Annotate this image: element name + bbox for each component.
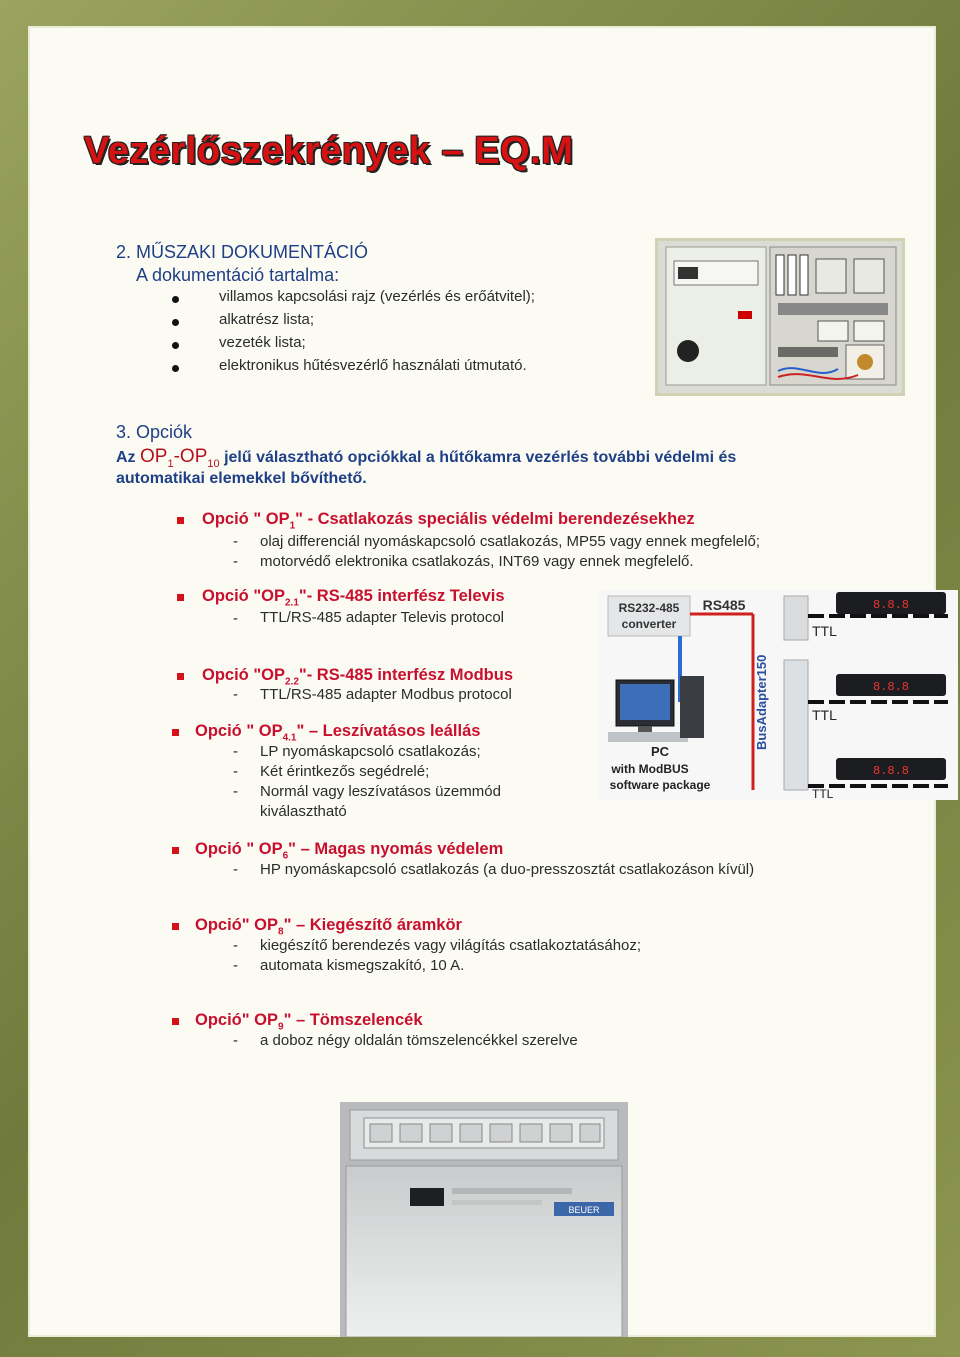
op-sub: 10 xyxy=(207,457,220,470)
option-op8-title xyxy=(195,916,462,937)
option-pre: Opció " OP xyxy=(195,722,283,740)
option-line: Két érintkezős segédrelé; xyxy=(260,763,430,780)
option-line: TTL/RS-485 adapter Televis protocol xyxy=(260,609,505,626)
op-sep: -OP xyxy=(173,446,208,467)
option-line: automata kismegszakító, 10 A. xyxy=(260,957,465,974)
option-pre: Opció "OP xyxy=(202,666,285,684)
option-sub: 2.2 xyxy=(285,676,299,688)
option-post: "- RS-485 interfész Modbus xyxy=(298,666,514,684)
option-line: TTL/RS-485 adapter Modbus protocol xyxy=(260,686,512,703)
option-sub: 2.1 xyxy=(285,597,299,609)
adapter-label: BusAdapter150 xyxy=(754,654,769,750)
option-post: " - Csatlakozás speciális védelmi berendezésekhez xyxy=(295,510,695,528)
converter-label-1: RS232-485 xyxy=(618,601,680,615)
dash: - xyxy=(233,861,238,878)
rs485-label: RS485 xyxy=(702,597,746,613)
square-bullet-icon xyxy=(172,1018,179,1025)
square-bullet-icon xyxy=(172,729,179,736)
option-line: motorvédő elektronika csatlakozás, INT69 vagy ennek megfelelő. xyxy=(260,553,694,570)
option-op9-title xyxy=(195,1011,423,1032)
display-text: 8.8.8 xyxy=(872,598,910,612)
cabinet-front-photo-svg xyxy=(340,1102,628,1337)
dash: - xyxy=(233,1032,238,1049)
option-post: " – Leszívatásos leállás xyxy=(296,722,481,740)
option-sub: 8 xyxy=(278,926,284,938)
option-pre: Opció" OP xyxy=(195,1011,278,1029)
option-post: "- RS-485 interfész Televis xyxy=(298,587,505,605)
option-pre: Opció " OP xyxy=(195,840,283,858)
dash: - xyxy=(233,743,238,760)
square-bullet-icon xyxy=(177,594,184,601)
doc-list-item: vezeték lista; xyxy=(219,334,306,351)
section-2-subheading: A dokumentáció tartalma: xyxy=(136,265,340,285)
dash: - xyxy=(233,957,238,974)
option-op1-title xyxy=(202,510,695,531)
pc-label-1: PC xyxy=(650,744,670,759)
option-op2-2-title xyxy=(202,666,513,687)
option-pre: Opció" OP xyxy=(195,916,278,934)
option-line: kiegészítő berendezés vagy világítás csatlakoztatásához; xyxy=(260,937,642,954)
section-3-intro-line-1 xyxy=(116,446,736,470)
intro-rest: jelű választható opciókkal a hűtőkamra vezérlés további védelmi és xyxy=(224,449,737,466)
dash: - xyxy=(233,610,238,627)
square-bullet-icon xyxy=(177,673,184,680)
rs485-diagram-svg xyxy=(598,590,958,800)
option-pre: Opció "OP xyxy=(202,587,285,605)
op-sub: 1 xyxy=(167,457,174,470)
option-line: Normál vagy leszívatásos üzemmód xyxy=(260,783,501,800)
ttl-label: TTL xyxy=(812,787,834,800)
section-3-heading: 3. Opciók xyxy=(116,422,193,442)
pc-label-2: with ModBUS xyxy=(611,762,689,776)
display-text: 8.8.8 xyxy=(872,680,910,694)
dash: - xyxy=(233,763,238,780)
option-line: LP nyomáskapcsoló csatlakozás; xyxy=(260,743,481,760)
doc-list-item: elektronikus hűtésvezérlő használati útmutató. xyxy=(219,357,527,374)
dash: - xyxy=(233,553,238,570)
option-post: " – Magas nyomás védelem xyxy=(288,840,504,858)
option-line: a doboz négy oldalán tömszelencékkel szerelve xyxy=(260,1032,578,1049)
dash: - xyxy=(233,686,238,703)
cabinet-photo xyxy=(655,238,905,396)
option-sub: 6 xyxy=(282,850,289,862)
square-bullet-icon xyxy=(172,847,179,854)
section-3-intro-line-2: automatikai elemekkel bővíthető. xyxy=(116,470,367,487)
option-post: " – Kiegészítő áramkör xyxy=(283,916,462,934)
section-2-heading: 2. MŰSZAKI DOKUMENTÁCIÓ xyxy=(116,242,369,262)
dash: - xyxy=(233,533,238,550)
pc-label-3: software package xyxy=(609,778,711,792)
doc-list-item: alkatrész lista; xyxy=(219,311,315,328)
option-sub: 4.1 xyxy=(282,732,297,744)
option-sub: 1 xyxy=(289,520,296,532)
dash: - xyxy=(233,937,238,954)
list-bullet-icon xyxy=(172,296,179,303)
option-op4-1-title xyxy=(195,722,480,743)
intro-prefix: Az xyxy=(116,449,136,466)
option-post: " – Tömszelencék xyxy=(283,1011,423,1029)
dash: - xyxy=(233,783,238,800)
rs485-diagram xyxy=(598,590,958,800)
list-bullet-icon xyxy=(172,365,179,372)
op-label: OP xyxy=(140,446,168,467)
option-sub: 9 xyxy=(278,1021,284,1033)
op-range-label xyxy=(140,446,220,470)
square-bullet-icon xyxy=(177,517,184,524)
ttl-label: TTL xyxy=(812,707,837,723)
ttl-label: TTL xyxy=(812,623,837,639)
option-op2-1-title xyxy=(202,587,505,608)
square-bullet-icon xyxy=(172,923,179,930)
option-line: HP nyomáskapcsoló csatlakozás (a duo-presszosztát csatlakozáson kívül) xyxy=(260,861,755,878)
option-line: kiválasztható xyxy=(260,803,347,820)
doc-list-item: villamos kapcsolási rajz (vezérlés és erőátvitel); xyxy=(219,288,535,305)
converter-label-2: converter xyxy=(621,617,677,631)
photo-brand-label: BEUER xyxy=(568,1205,600,1215)
option-pre: Opció " OP xyxy=(202,510,290,528)
list-bullet-icon xyxy=(172,319,179,326)
cabinet-photo-svg xyxy=(658,241,902,393)
option-line: olaj differenciál nyomáskapcsoló csatlakozás, MP55 vagy ennek megfelelő; xyxy=(260,533,760,550)
display-text: 8.8.8 xyxy=(872,764,910,778)
list-bullet-icon xyxy=(172,342,179,349)
page-title: Vezérlőszekrények – EQ.M xyxy=(84,130,574,172)
option-op6-title xyxy=(195,840,503,861)
cabinet-front-photo xyxy=(340,1102,628,1337)
